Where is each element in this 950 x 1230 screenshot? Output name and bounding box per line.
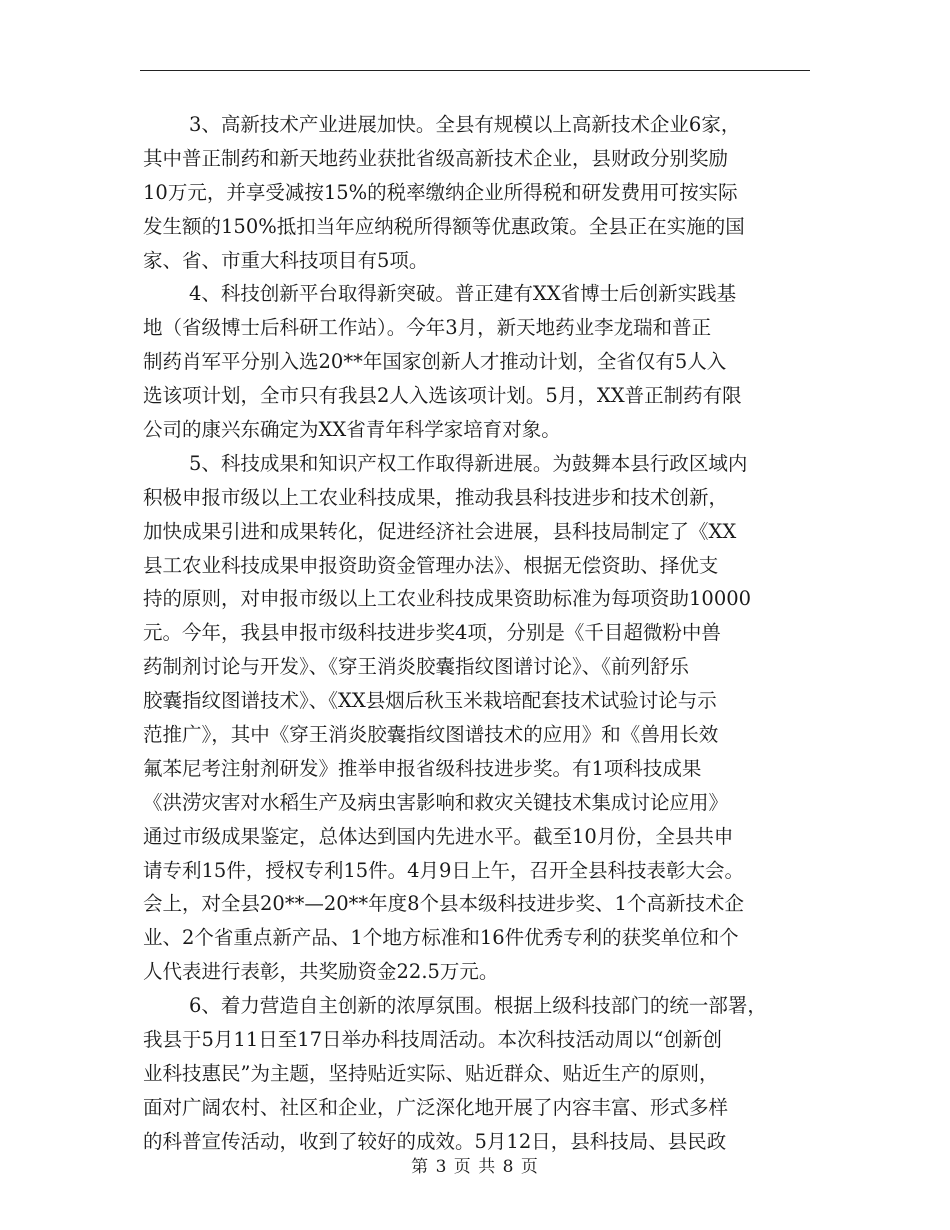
- paragraph-line: 其中普正制药和新天地药业获批省级高新技术企业，县财政分别奖励: [143, 146, 729, 170]
- paragraph-line: 县工农业科技成果申报资助资金管理办法》、根据无偿资助、择优支: [143, 553, 719, 577]
- paragraph-line: 氟苯尼考注射剂研发》推举申报省级科技进步奖。有1项科技成果: [143, 756, 702, 780]
- paragraph-line: 胶囊指纹图谱技术》、《XX县烟后秋玉米栽培配套技术试验讨论与示: [143, 689, 717, 713]
- paragraph-line: 人代表进行表彰，共奖励资金22.5万元。: [143, 960, 499, 984]
- paragraph-first-line: 6、着力营造自主创新的浓厚氛围。根据上级科技部门的统一部署，: [189, 994, 767, 1018]
- paragraph-line: 10万元，并享受减按15%的税率缴纳企业所得税和研发费用可按实际: [143, 180, 738, 204]
- document-body: [143, 108, 813, 1159]
- paragraph-line: 请专利15件，授权专利15件。4月9日上午，召开全县科技表彰大会。: [143, 858, 744, 882]
- paragraph-line: 业、2个省重点新产品、1个地方标准和16件优秀专利的获奖单位和个: [143, 926, 739, 950]
- paragraph-line: 面对广阔农村、社区和企业，广泛深化地开展了内容丰富、形式多样: [143, 1095, 729, 1119]
- paragraph-line: 制药肖军平分别入选20**年国家创新人才推动计划，全省仅有5人入: [143, 350, 727, 374]
- paragraph-line: 元。今年，我县申报市级科技进步奖4项，分别是《千目超微粉中兽: [143, 621, 721, 645]
- paragraph-first-line: 3、高新技术产业进展加快。全县有规模以上高新技术企业6家，: [189, 113, 741, 136]
- paragraph-first-line: 4、科技创新平台取得新突破。普正建有XX省博士后创新实践基: [189, 282, 737, 306]
- paragraph-line: 业科技惠民”为主题，坚持贴近实际、贴近群众、贴近生产的原则，: [143, 1061, 719, 1085]
- paragraph-line: 持的原则，对申报市级以上工农业科技成果资助标准为每项资助10000: [143, 587, 752, 611]
- paragraph-line: 范推广》，其中《穿王消炎胶囊指纹图谱技术的应用》和《兽用长效: [143, 723, 719, 747]
- paragraph-line: 积极申报市级以上工农业科技成果，推动我县科技进步和技术创新，: [143, 485, 729, 509]
- paragraph-line: 会上，对全县20**—20**年度8个县本级科技进步奖、1个高新技术企: [143, 892, 744, 916]
- paragraph-line: 发生额的150%抵扣当年应纳税所得额等优惠政策。全县正在实施的国: [143, 214, 745, 238]
- paragraph-first-line: 5、科技成果和知识产权工作取得新进展。为鼓舞本县行政区域内: [189, 451, 748, 475]
- paragraph-line: 通过市级成果鉴定，总体达到国内先进水平。截至10月份，全县共申: [143, 824, 734, 848]
- header-rule: [140, 70, 810, 71]
- paragraph-line: 加快成果引进和成果转化，促进经济社会进展，县科技局制定了《XX: [143, 519, 737, 543]
- paragraph-line: 地（省级博士后科研工作站）。今年3月，新天地药业李龙瑞和普正: [143, 316, 712, 340]
- paragraph-line: 我县于5月11日至17日举办科技周活动。本次科技活动周以“创新创: [143, 1028, 723, 1052]
- paragraph-line: 家、省、市重大科技项目有5项。: [143, 248, 429, 272]
- paragraph-line: 药制剂讨论与开发》、《穿王消炎胶囊指纹图谱讨论》、《前列舒乐: [143, 655, 690, 679]
- paragraph-line: 选该项计划，全市只有我县2人入选该项计划。5月，XX普正制药有限: [143, 384, 742, 408]
- paragraph-line: 《洪涝灾害对水稻生产及病虫害影响和救灾关键技术集成讨论应用》: [143, 790, 729, 814]
- paragraph-line: 公司的康兴东确定为XX省青年科学家培育对象。: [143, 418, 561, 442]
- paragraph-line: 的科普宣传活动，收到了较好的成效。5月12日，县科技局、县民政: [143, 1129, 727, 1153]
- page-footer: 第 3 页 共 8 页: [411, 1157, 539, 1177]
